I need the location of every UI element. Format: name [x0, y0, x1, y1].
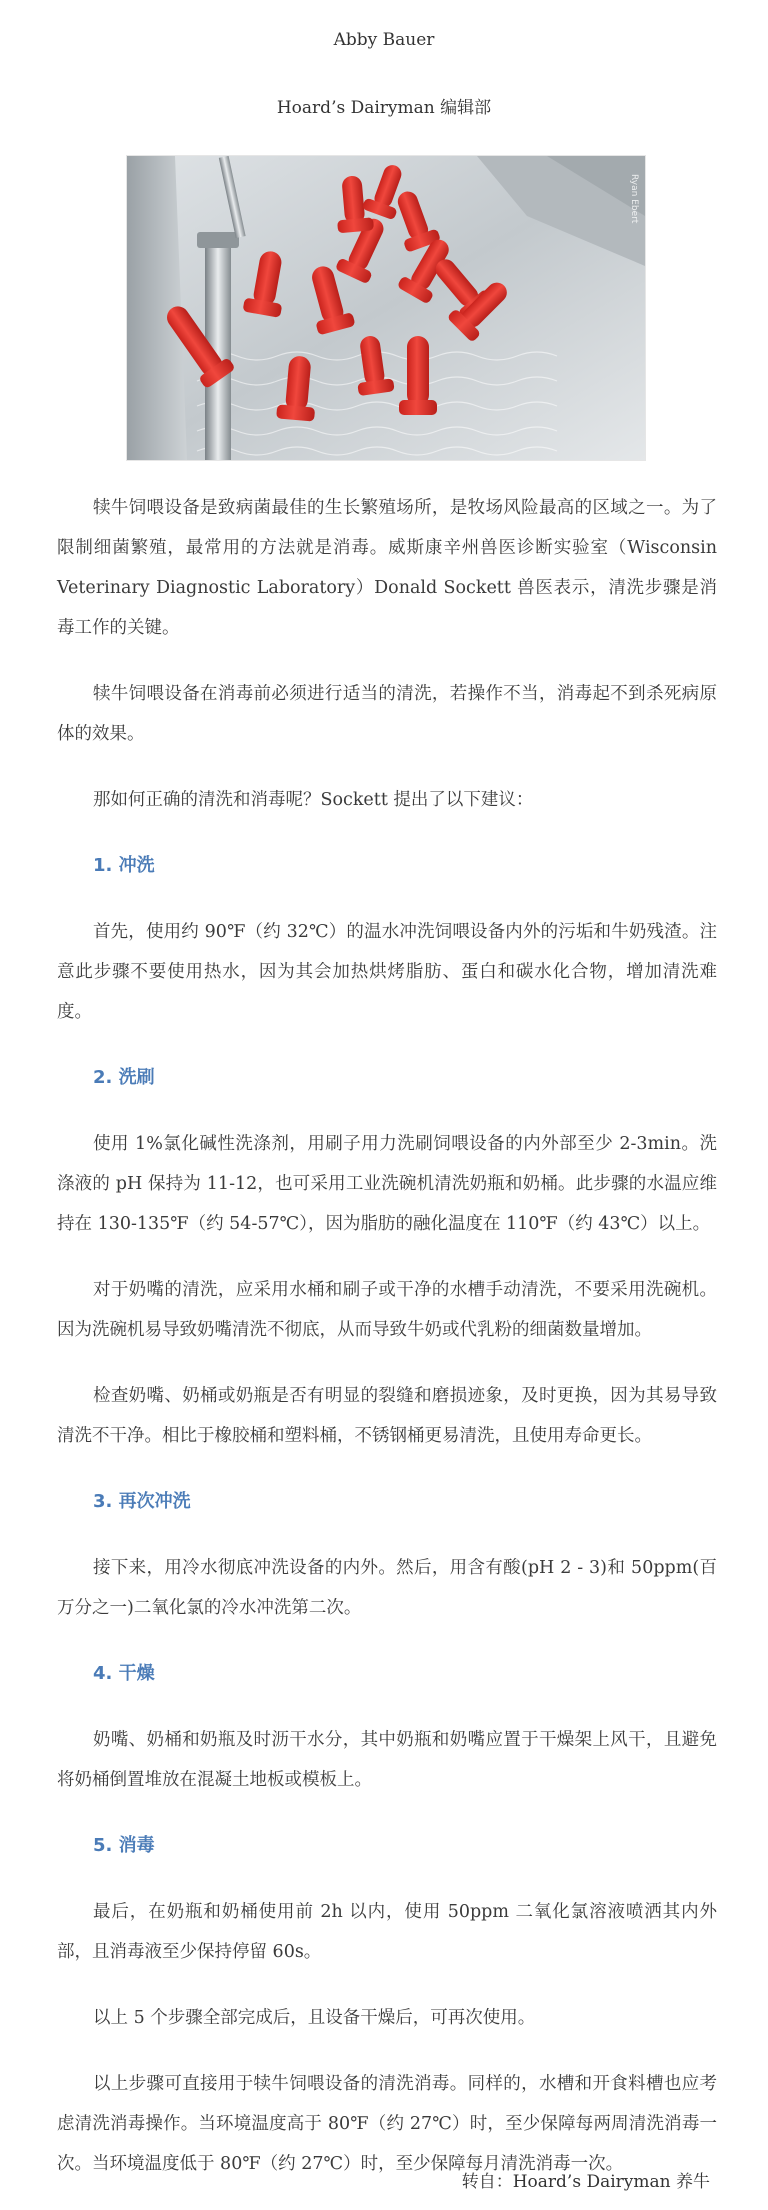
section-heading-rinse: 1. 冲洗 — [93, 855, 155, 876]
calf-nipples-photo — [127, 156, 645, 460]
source-credit: 转自：Hoard’s Dairyman 养牛 — [461, 2172, 710, 2192]
section-heading-dry: 4. 干燥 — [93, 1663, 155, 1684]
section-heading-rerinse: 3. 再次冲洗 — [93, 1491, 191, 1512]
department-line: Hoard’s Dairyman 编辑部 — [276, 98, 492, 118]
article-photo — [126, 155, 646, 461]
section-2-paragraph-2: 对于奶嘴的清洗，应采用水桶和刷子或干净的水槽手动清洗，不要采用洗碗机。因为洗碗机易导致奶嘴清洗不彻底，从而导致牛奶或代乳粉的细菌数量增加。 — [57, 1280, 717, 1340]
intro-paragraph-3: 那如何正确的清洗和消毒呢？Sockett 提出了以下建议： — [93, 790, 534, 810]
section-5-paragraph-2: 以上 5 个步骤全部完成后，且设备干燥后，可再次使用。 — [93, 2008, 536, 2028]
author-name: Abby Bauer — [333, 30, 435, 50]
section-heading-disinfect: 5. 消毒 — [93, 1835, 155, 1856]
article-body — [57, 488, 717, 2184]
photo-watermark: Ryan Ebert — [629, 174, 639, 224]
section-2-paragraph-3: 检查奶嘴、奶桶或奶瓶是否有明显的裂缝和磨损迹象，及时更换，因为其易导致清洗不干净。相比于橡胶桶和塑料桶，不锈钢桶更易清洗，且使用寿命更长。 — [57, 1386, 717, 1446]
section-1-paragraph-1: 首先，使用约 90℉（约 32℃）的温水冲洗饲喂设备内外的污垢和牛奶残渣。注意此步骤不要使用热水，因为其会加热烘烤脂肪、蛋白和碳水化合物，增加清洗难度。 — [57, 922, 717, 1022]
intro-paragraph-1: 犊牛饲喂设备是致病菌最佳的生长繁殖场所，是牧场风险最高的区域之一。为了限制细菌繁殖，最常用的方法就是消毒。威斯康辛州兽医诊断实验室（Wisconsin Veterinary Diagnostic Laboratory）Donald Sockett 兽医表示，清洗步骤是消毒工作的关键。 — [57, 498, 717, 638]
section-2-paragraph-1: 使用 1%氯化碱性洗涤剂，用刷子用力洗刷饲喂设备的内外部至少 2-3min。洗涤液的 pH 保持为 11-12，也可采用工业洗碗机清洗奶瓶和奶桶。此步骤的水温应维持在 130-135℉（约 54-57℃），因为脂肪的融化温度在 110℉（约 43℃）以上。 — [57, 1134, 717, 1234]
section-heading-brush: 2. 洗刷 — [93, 1067, 155, 1088]
section-5-paragraph-1: 最后，在奶瓶和奶桶使用前 2h 以内，使用 50ppm 二氧化氯溶液喷洒其内外部，且消毒液至少保持停留 60s。 — [57, 1902, 717, 1962]
section-4-paragraph-1: 奶嘴、奶桶和奶瓶及时沥干水分，其中奶瓶和奶嘴应置于干燥架上风干，且避免将奶桶倒置堆放在混凝土地板或模板上。 — [57, 1730, 717, 1790]
intro-paragraph-2: 犊牛饲喂设备在消毒前必须进行适当的清洗，若操作不当，消毒起不到杀死病原体的效果。 — [57, 684, 717, 744]
section-3-paragraph-1: 接下来，用冷水彻底冲洗设备的内外。然后，用含有酸(pH 2 - 3)和 50ppm(百万分之一)二氧化氯的冷水冲洗第二次。 — [57, 1558, 717, 1618]
section-5-paragraph-3: 以上步骤可直接用于犊牛饲喂设备的清洗消毒。同样的，水槽和开食料槽也应考虑清洗消毒操作。当环境温度高于 80℉（约 27℃）时，至少保障每两周清洗消毒一次。当环境温度低于 80℉（约 27℃）时，至少保障每月清洗消毒一次。 — [57, 2074, 717, 2174]
